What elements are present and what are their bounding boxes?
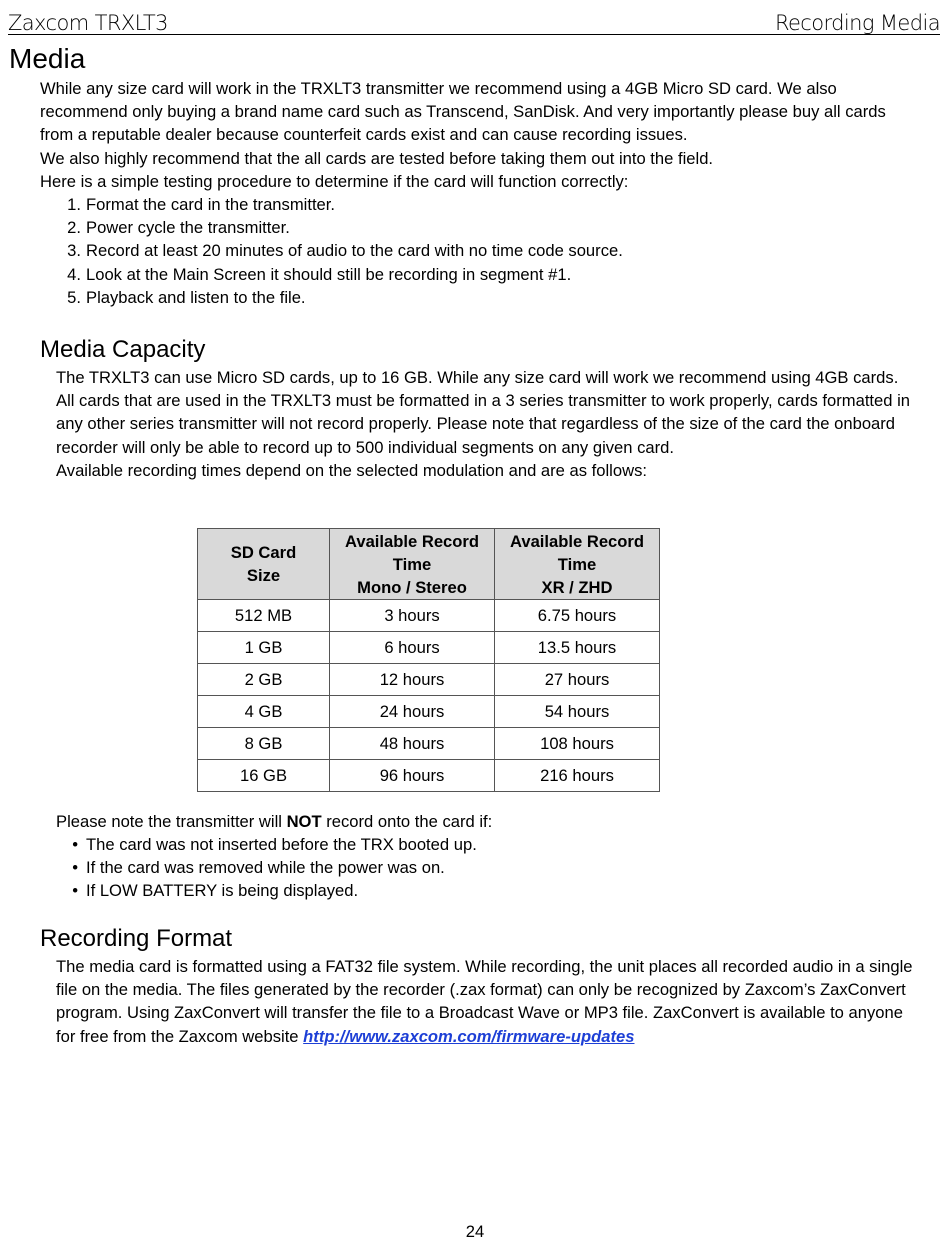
table-row: 4 GB 24 hours 54 hours	[198, 696, 660, 728]
header-section: Recording Media	[774, 11, 940, 35]
list-item: 5. Playback and listen to the file.	[67, 287, 306, 307]
list-item: 2. Power cycle the transmitter.	[67, 218, 290, 238]
note-line: Please note the transmitter will NOT record onto the card if:	[56, 812, 493, 831]
table-row: 16 GB 96 hours 216 hours	[198, 760, 660, 792]
column-header-mono-stereo: Available Record Time Mono / Stereo	[330, 529, 495, 600]
media-paragraph-1: While any size card will work in the TRXLT3 transmitter we recommend using a 4GB Micro SD card. We also recommend only buying a brand name card such as Transcend, SanDisk. And very importantly please buy all cards from a reputable dealer because counterfeit cards exist and can cause recording issues.	[40, 79, 886, 145]
capacity-paragraph: The TRXLT3 can use Micro SD cards, up to 16 GB. While any size card will work we recommend using 4GB cards. All cards that are used in the TRXLT3 must be formatted in a 3 series transmitter to work properly, cards formatted in any other series transmitter will not record properly. Please note that regardless of the size of the card the onboard recorder will only be able to record up to 500 individual segments on any given card.	[56, 368, 911, 457]
recording-format-paragraph: The media card is formatted using a FAT32 file system. While recording, the unit places all recorded audio in a single file on the media. The files generated by the recorder (.zax format) can only be recognized by Zaxcom’s ZaxConvert program. Using ZaxConvert will transfer the file to a Broadcast Wave or MP3 file. ZaxConvert is available to anyone for free from the Zaxcom website http://www.zaxcom.com/firmware-updates	[56, 957, 913, 1046]
media-heading: Media	[9, 43, 86, 74]
table-row: 8 GB 48 hours 108 hours	[198, 728, 660, 760]
page-header	[8, 8, 940, 35]
table-row: 1 GB 6 hours 13.5 hours	[198, 632, 660, 664]
firmware-updates-link[interactable]: http://www.zaxcom.com/firmware-updates	[303, 1026, 635, 1046]
header-product: Zaxcom TRXLT3	[8, 11, 168, 35]
column-header-card-size: SD Card Size	[198, 529, 330, 600]
conditions-list	[40, 833, 900, 903]
media-capacity-heading: Media Capacity	[40, 336, 206, 363]
media-paragraph-2: We also highly recommend that the all cards are tested before taking them out into the field.	[40, 148, 714, 168]
table-row: 2 GB 12 hours 27 hours	[198, 664, 660, 696]
not-record-note	[56, 810, 916, 833]
column-header-xr-zhd: Available Record Time XR / ZHD	[495, 529, 660, 600]
page-number: 24	[465, 1222, 485, 1241]
not-record-bullets	[40, 833, 900, 903]
media-paragraph-3: Here is a simple testing procedure to determine if the card will function correctly:	[40, 171, 629, 191]
capacity-table	[197, 528, 660, 792]
capacity-paragraph-2: Available recording times depend on the selected modulation and are as follows:	[56, 460, 647, 480]
list-item: 3. Record at least 20 minutes of audio to the card with no time code source.	[67, 241, 623, 261]
recording-format-heading: Recording Format	[40, 925, 233, 952]
list-item: • If the card was removed while the power was on.	[72, 858, 445, 878]
testing-steps-list	[40, 193, 920, 309]
media-section	[40, 77, 920, 309]
list-item: 1. Format the card in the transmitter.	[67, 195, 336, 215]
list-item: • If LOW BATTERY is being displayed.	[72, 881, 359, 901]
table-row: 512 MB 3 hours 6.75 hours	[198, 600, 660, 632]
list-item: • The card was not inserted before the TRX booted up.	[72, 835, 477, 854]
table-header-row	[198, 529, 660, 600]
capacity-section	[56, 366, 916, 482]
list-item: 4. Look at the Main Screen it should still be recording in segment #1.	[67, 264, 572, 284]
